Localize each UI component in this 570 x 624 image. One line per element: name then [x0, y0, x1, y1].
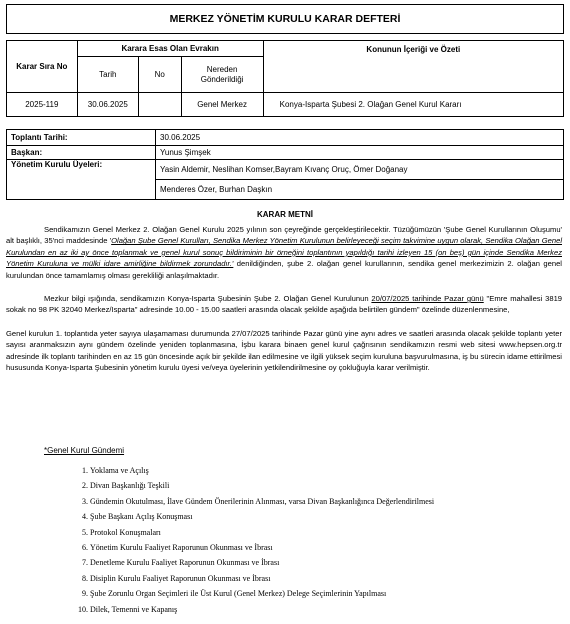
toplanti-tarihi-value: 30.06.2025 [160, 132, 201, 142]
karar-metni-heading [0, 210, 570, 220]
uyeler-line2-cell [156, 180, 564, 200]
toplanti-tarihi-label: Toplantı Tarihi: [11, 132, 68, 142]
no-label: No [154, 69, 165, 79]
evrak-header [77, 41, 263, 57]
gundem-item [90, 589, 434, 604]
nereden-header [181, 57, 263, 93]
gundem-item-text: Gündemin Okutulması, İlave Gündem Önerilerinin Alınması, varsa Divan Başkanlığınca Değerlendirilmesi [90, 496, 435, 506]
tarih-value: 30.06.2025 [87, 99, 128, 109]
p1-text-c: denildiğinden, şube 2. olağan genel kurullarının, sendika genel merkezimizin 2. olağan genel kurulundan önce tamamlamış olması gerekliliği anlaşılmaktadır. [6, 259, 562, 280]
tarih-label: Tarih [99, 69, 117, 79]
uyeler-label-cell [7, 160, 156, 200]
gundem-item-text: Yoklama ve Açılış [90, 466, 149, 475]
meeting-table [6, 129, 564, 200]
baskan-label-cell [7, 146, 156, 160]
gundem-item-text: Dilek, Temenni ve Kapanış [90, 604, 178, 614]
baskan-label: Başkan: [11, 147, 43, 157]
gundem-item-text: Disiplin Kurulu Faaliyet Raporunun Okunması ve İbrası [90, 573, 271, 583]
p3-text: Genel kurulun 1. toplantıda yeter sayıya ulaşamaması durumunda 27/07/2025 tarihinde Pazar günü yine aynı adres ve saatleri arasında olacak şekilde toplantı yeter sayısı aranmaksızın aynı gündem özelinde yeniden toplanmasına, İşbu karara binaen genel kurul çağrısının sendikamızın resmi web sitesi www.hepsen.org.tr adresinde ilk toplantı tarihinden en az 15 gün öncesinde açık bir şekilde ilan edilmesine ve ilgili yüksek seçim kuruluna başvurulmasına, iş bu sürecin idame ettirilmesi hususunda Konya-Isparta Şubesinin yönetim kurulu üyesi ve/veya üyelerinin yetkilendirilmesine oy çokluğuyla karar verilmiştir. [6, 328, 562, 373]
paragraph-3 [6, 328, 562, 374]
evrak-header-label: Karara Esas Olan Evrakın [121, 43, 219, 53]
nereden-label: Nereden Gönderildiği [200, 64, 244, 84]
gundem-item [90, 574, 434, 589]
baskan-value: Yunus Şimşek [160, 147, 211, 157]
p1-quote: Olağan Şube Genel Kurulları, Sendika Merkez Yönetim Kurulunun belirleyeceği seçim takvimine uygun olarak, Sendika Olağan Genel Kurulundan en az iki ay önce toplanmak ve genel kurul sonuç bildiriminin bir örneğini toplantının yapıldığı tarihi izleyen 15 (on beş) gün içinde Sendika Merkez Yönetim Kuruluna ve mülki idare amirliğine bildirmek zorundadır.' [6, 236, 562, 269]
konu-header-label: Konunun İçeriği ve Özeti [366, 45, 461, 54]
p2-text-c: "Emre mahallesi 3819 sokak no 98 PK 32040 Merkez/Isparta" adresinde 10.00 - 15.00 saatleri arasında olacak şekilde aşağıda belirtilen gündem" özelinde düzenlenmesine, [6, 294, 563, 315]
gundem-item [90, 481, 434, 496]
page-title-box [6, 4, 564, 34]
konu-cell [263, 93, 563, 117]
gundem-item-text: Protokol Konuşmaları [90, 527, 161, 537]
uyeler-line1-cell [156, 160, 564, 180]
gundem-item-text: Şube Başkanı Açılış Konuşması [90, 512, 193, 522]
uyeler-label: Yönetim Kurulu Üyeleri: [11, 160, 103, 169]
gundem-item-text: Denetleme Kurulu Faaliyet Raporunun Okunması ve İbrası [90, 558, 280, 568]
page-title: MERKEZ YÖNETİM KURULU KARAR DEFTERİ [169, 13, 401, 25]
toplanti-tarihi-label-cell [7, 130, 156, 146]
paragraph-2 [6, 293, 562, 316]
sira-value: 2025-119 [25, 99, 59, 109]
gundem-item [90, 497, 434, 512]
paragraph-1 [6, 224, 562, 281]
tarih-cell [77, 93, 138, 117]
konu-value: Konya-Isparta Şubesi 2. Olağan Genel Kurul Kararı [279, 99, 462, 109]
nereden-value: Genel Merkez [197, 99, 247, 109]
gundem-list [56, 466, 434, 620]
gundem-item [90, 558, 434, 573]
p1-text-a: Sendikamızın Genel Merkez 2. Olağan Genel Kurulu 2025 yılının son çeyreğinde gerçekleştirilecektir. Tüzüğümüzün 'Şube Genel Kurullarının Oluşumu' alt başlıklı, 35'nci maddesinde ' [6, 225, 562, 246]
toplanti-tarihi-value-cell [156, 130, 564, 146]
gundem-item-text: Şube Zorunlu Organ Seçimleri ile Üst Kurul (Genel Merkez) Delege Seçimlerinin Yapılması [90, 589, 387, 599]
uyeler-line2: Menderes Özer, Burhan Daşkın [160, 184, 273, 194]
no-header [138, 57, 181, 93]
header-table [6, 40, 564, 117]
karar-metni-body [6, 224, 562, 373]
baskan-value-cell [156, 146, 564, 160]
gundem-item [90, 543, 434, 558]
karar-metni-heading-text: KARAR METNİ [257, 210, 313, 219]
konu-header [263, 41, 563, 93]
uyeler-line1: Yasin Aldemir, Neslihan Komser,Bayram Kıvanç Oruç, Ömer Doğanay [160, 164, 408, 174]
p2-date: 20/07/2025 tarihinde Pazar günü [371, 294, 484, 304]
nereden-cell [181, 93, 263, 117]
sira-cell [7, 93, 78, 117]
p2-text-a: Mezkur bilgi ışığında, sendikamızın Konya-Isparta Şubesinin Şube 2. Olağan Genel Kurulunun [44, 294, 372, 304]
karar-sira-no-header [7, 41, 78, 93]
gundem-heading-text: *Genel Kurul Gündemi [44, 446, 125, 455]
no-cell [138, 93, 181, 117]
gundem-item [90, 466, 434, 481]
gundem-item [90, 528, 434, 543]
tarih-header [77, 57, 138, 93]
karar-sira-no-label: Karar Sıra No [16, 61, 68, 71]
gundem-item [90, 512, 434, 527]
gundem-heading [44, 446, 124, 456]
gundem-item-text: Divan Başkanlığı Teşkili [90, 481, 170, 491]
gundem-item [90, 605, 434, 620]
gundem-item-text: Yönetim Kurulu Faaliyet Raporunun Okunması ve İbrası [90, 542, 273, 552]
